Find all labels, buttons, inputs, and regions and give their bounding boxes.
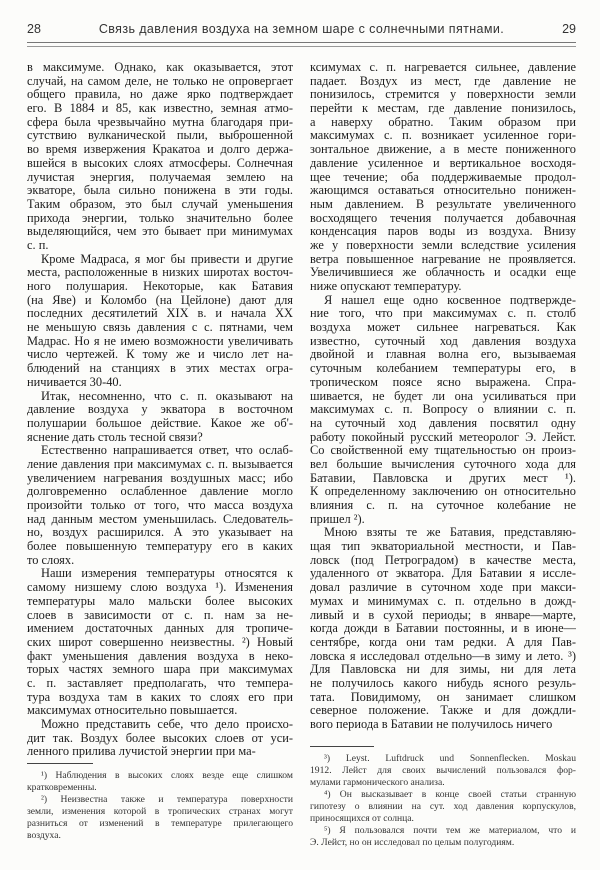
- text-line: прихода энергии, только значительно более: [27, 211, 293, 225]
- footnote-line: кратковременны.: [27, 782, 97, 793]
- text-line: максимумах с. п. Вопросу о влиянии с. п.: [310, 403, 576, 417]
- left-footnotes: [27, 770, 293, 842]
- text-line: ние того, что при максимумах с. п. столб: [310, 307, 576, 321]
- footnote-line: ⁴) Он высказывает в конце своей статьи странную: [324, 789, 576, 800]
- text-line: Наши измерения температуры относятся к: [41, 567, 293, 581]
- text-line: число чертежей. К тому же и число лет на-: [27, 348, 293, 362]
- text-line: факт уменьшения давления воздуха в неко-: [27, 649, 293, 663]
- footnote-line: гипотезу о влиянии на сут. ход давления корпускулов,: [310, 801, 576, 812]
- text-line: не получилось какого нибудь ясного резуль-: [310, 676, 576, 690]
- text-line: блюдений на станциях в этих местах огра-: [27, 362, 293, 376]
- text-line: места, расположенные в низких широтах восточ-: [27, 266, 293, 280]
- text-line: удаленного от экватора. Для Батавии я иссле-: [310, 567, 576, 581]
- text-line: ным давлением. В результате увеличенного: [310, 197, 576, 211]
- text-line: увеличением нагревания воздушных масс; ибо: [27, 471, 293, 485]
- text-line: ленного прилива лучистой энергии при ма-: [27, 745, 256, 759]
- text-line: Мадрас. Но я не имею возможности увеличивать: [27, 334, 293, 348]
- right-footnote-rule: [310, 746, 374, 747]
- text-line: последних десятилетий XIX в. и начала XX: [27, 307, 293, 321]
- footnote-line: воздуха.: [27, 830, 61, 841]
- text-line: над данным местом уменьшилась. Следователь-: [27, 512, 293, 526]
- text-line: понизилось, стремится у поверхности земли: [310, 88, 576, 102]
- text-line: же у поверхности земли вследствие усиления: [310, 238, 576, 252]
- running-header: [27, 22, 576, 38]
- text-line: лучистая энергия, получаемая землею на: [27, 170, 293, 184]
- text-line: двойной и главная волна его, вызываемая: [310, 348, 576, 362]
- text-line: во время извержения Кракатоа и долго держа-: [27, 143, 293, 157]
- page-number-right: 29: [562, 22, 576, 36]
- text-line: щая тип экваториальной местности, и Пав-: [310, 540, 576, 554]
- text-line: не меньшую связь давления с с. пятнами, чем: [27, 321, 293, 335]
- text-line: более повышенную температуру его в каких: [27, 540, 293, 554]
- text-line: северное положение. Также и для дождли-: [310, 704, 576, 718]
- footnote-line: ³) Leyst. Luftdruck und Sonnenflecken. Moskau: [324, 753, 576, 764]
- text-line: ловск (под Петроградом) в качестве места,: [310, 553, 576, 567]
- text-line: ниже опускают температуру.: [310, 280, 462, 293]
- text-line: Естественно напрашивается ответ, что ослаб-: [41, 444, 293, 458]
- text-line: но, воздух расширился. А это указывает на: [27, 526, 293, 540]
- text-line: максимумах относительно повышается.: [27, 704, 238, 718]
- text-line: произойти только от того, что масса воздуха: [27, 499, 293, 512]
- text-line: Я нашел еще одно косвенное подтвержде-: [324, 293, 576, 307]
- text-line: ских широт совершенно неизвестны. ²) Новый: [27, 635, 293, 649]
- text-line: зонтальное движение, а в месте пониженного: [310, 143, 576, 157]
- text-line: сутствию вулканической пыли, выброшенной: [27, 129, 293, 143]
- text-line: торых частях земного шара при максимумах: [27, 663, 293, 677]
- text-line: конденсация паров воды из воздуха. Внизу: [310, 225, 576, 239]
- text-line: вшейся в высоких слоях атмосферы. Солнечная: [27, 156, 293, 170]
- text-line: на суточный ход давления посвятил одну: [310, 416, 576, 430]
- text-line: ление давления при максимумах с. п. вызывается: [27, 457, 293, 471]
- text-line: тура воздуха там в каких то слоях его при: [27, 690, 293, 704]
- text-line: то слоях.: [27, 553, 75, 567]
- text-line: случай, на самом деле, не только не опровергает: [27, 74, 293, 88]
- text-line: пришел ²).: [310, 512, 365, 526]
- text-line: имением достаточных данных для тропиче-: [27, 622, 293, 636]
- text-line: с. п. заставляет предполагать, что темпера-: [27, 676, 293, 690]
- text-line: ловска я исследовал отдельно—в зиму и лето. ³): [310, 649, 576, 663]
- text-line: щее течение; оба поддерживаемые продол-: [310, 170, 576, 184]
- footnote-line: мулами гармонического анализа.: [310, 777, 445, 788]
- text-line: тата. Повидимому, он занимает слишком: [310, 690, 576, 704]
- text-line: суточным колебанием температуры его, в: [310, 362, 576, 376]
- right-column-text: [310, 61, 576, 732]
- text-line: Итак, несомненно, что с. п. оказывают на: [41, 389, 293, 403]
- footnote-line: земли, изменения которой в тропических странах могут: [27, 806, 293, 817]
- text-line: ного полушария. Некоторые, как Батавия: [27, 280, 293, 293]
- footnote-line: разниться от изменений в температуре прилегающего: [27, 818, 293, 829]
- header-double-rule: [27, 42, 576, 47]
- text-line: в максимуме. Однако, как оказывается, этот: [27, 61, 293, 74]
- text-line: вого периода в Батавии не получилось ничего: [310, 718, 553, 731]
- text-line: когда дожди в Батавии постоянны, и в июне—: [310, 622, 576, 636]
- text-line: дит так. Воздух более высоких слоев от уси-: [27, 731, 293, 745]
- text-line: давление воздуха у экватора в восточном: [27, 403, 293, 417]
- text-line: яснение дать столь тесной связи?: [27, 430, 203, 444]
- text-line: слоев в зависимости от с. п. нам за не-: [27, 608, 293, 622]
- text-line: давление усиленное и вертикальное восходя-: [310, 156, 576, 170]
- text-line: Увеличившиеся же облачность и осадки еще: [310, 266, 576, 280]
- text-line: довал различие в суточном ходе при макси-: [310, 581, 576, 595]
- text-line: общего правила, но даже ярко подтверждает: [27, 88, 293, 102]
- right-footnotes: [310, 753, 576, 849]
- text-line: влияния с. п. на суточное колебание не: [310, 499, 576, 512]
- left-column-text: [27, 61, 293, 759]
- text-line: сентябре, когда они там редки. А для Пав-: [310, 635, 576, 649]
- text-line: жающимся оставаться относительно понижен-: [310, 184, 576, 198]
- text-line: сфера была чрезвычайно мутна благодаря при-: [27, 115, 293, 129]
- text-line: ливый и в сухой периоды; в январе—марте,: [310, 608, 576, 622]
- text-line: Можно представить себе, что дело происхо-: [41, 718, 293, 731]
- footnote-line: Э. Лейст, но он исследовал по целым полугодиям.: [310, 837, 515, 848]
- text-line: падает. Воздух из мест, где давление не: [310, 74, 576, 88]
- text-line: его. В 1884 и 85, как известно, земная атмо-: [27, 102, 293, 116]
- text-line: ничивается 30-40.: [27, 375, 122, 389]
- text-line: перейти к местам, где давление понизилось,: [310, 102, 576, 116]
- text-line: Батавии, Павловска и других мест ¹).: [310, 471, 576, 485]
- text-line: (на Яве) и Коломбо (на Цейлоне) дают для: [27, 293, 293, 307]
- footnote-line: ²) Неизвестна также и температура поверхности: [41, 794, 293, 805]
- text-line: воздуха может сильнее нагреваться. Как: [310, 321, 576, 335]
- text-line: с. п.: [27, 238, 49, 252]
- text-line: выделяющийся, чем это бывает при минимумах: [27, 225, 293, 239]
- running-title: Связь давления воздуха на земном шаре с солнечными пятнами.: [98, 22, 505, 36]
- text-line: шивается, не будет ли она усиливаться при: [310, 389, 576, 403]
- text-line: экваторе, была сильно понижена в эти годы.: [27, 184, 293, 198]
- text-line: Со свойственной ему тщательностью он произ-: [310, 444, 576, 458]
- text-line: Для Павловска ни для зимы, ни для лета: [310, 663, 576, 677]
- page-number-left: 28: [27, 22, 41, 36]
- footnote-line: 1912. Лейст для своих вычислений пользовался фор-: [310, 765, 576, 776]
- text-line: Кроме Мадраса, я мог бы привести и другие: [41, 252, 293, 266]
- text-line: ветра повышенное нагревание не проявляется.: [310, 252, 576, 266]
- text-line: работу покойный русский метеоролог Э. Лейст.: [310, 430, 576, 444]
- text-line: тропическом поясе ясно выражена. Спра-: [310, 375, 576, 389]
- text-line: максимумах с. п. возникает усиленное гори-: [310, 129, 576, 143]
- text-line: долговременно ослабленное давление могло: [27, 485, 293, 499]
- footnote-line: приносящихся от солнца.: [310, 813, 414, 824]
- text-line: мумах и минимумах с. п. отдельно в дожд-: [310, 594, 576, 608]
- footnote-line: ¹) Наблюдения в высоких слоях везде еще слишком: [41, 770, 293, 781]
- text-line: а наверху обратно. Таким образом при: [310, 115, 576, 129]
- text-line: температуры мало мальски более высоких: [27, 594, 293, 608]
- text-line: известно, суточный ход давления воздуха: [310, 334, 576, 348]
- text-line: полушарии большое действие. Какое же об'-: [27, 416, 293, 430]
- text-line: Мною взяты те же Батавия, представляю-: [324, 526, 576, 540]
- text-line: К определенному заключению он относительно: [310, 485, 576, 499]
- text-line: восходящего течения получается добавочная: [310, 211, 576, 225]
- text-line: Таким образом, это был случай уменьшения: [27, 197, 293, 211]
- text-line: самому низшему слою воздуха ¹). Изменения: [27, 581, 293, 595]
- text-line: вел большие вычисления суточного хода для: [310, 457, 576, 471]
- left-footnote-rule: [27, 763, 93, 764]
- text-line: ксимумах с. п. нагревается сильнее, давление: [310, 61, 576, 74]
- footnote-line: ⁵) Я пользовался почти тем же материалом, что и: [324, 825, 576, 836]
